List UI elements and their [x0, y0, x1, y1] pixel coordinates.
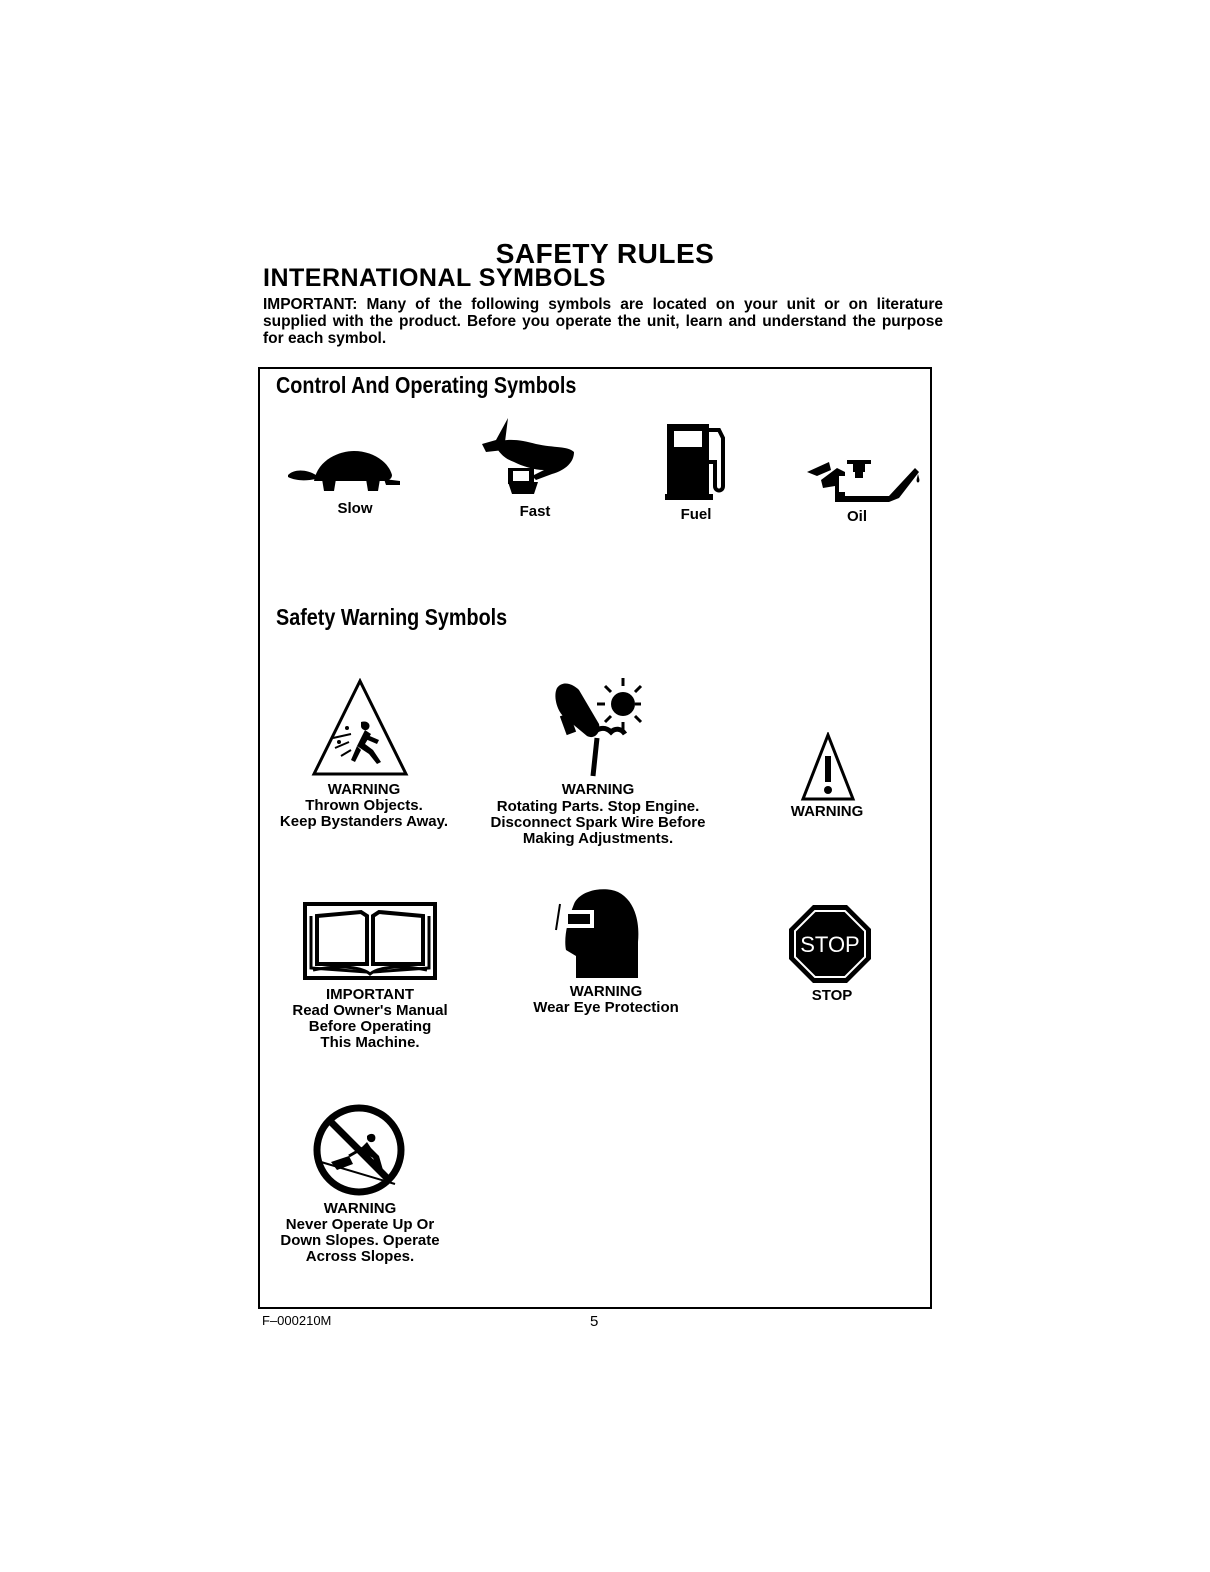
page-title: SAFETY RULES	[495, 238, 715, 269]
oil-can-icon	[805, 458, 923, 506]
rabbit-icon	[478, 418, 578, 498]
warning-section-title: Safety Warning Symbols	[276, 604, 508, 630]
no-slopes-icon	[309, 1104, 409, 1196]
rotating-parts-line: Making Adjustments.	[522, 830, 674, 847]
fuel-label: Fuel	[680, 506, 712, 523]
document-code: F–000210M	[262, 1313, 332, 1328]
fuel-pump-icon	[665, 422, 727, 500]
rotating-parts-icon	[553, 676, 645, 780]
control-section-title: Control And Operating Symbols	[276, 372, 577, 398]
rotating-parts-line: Rotating Parts. Stop Engine.	[496, 798, 700, 815]
turtle-icon	[288, 445, 403, 497]
eye-protection-icon	[554, 886, 642, 980]
thrown-objects-icon	[311, 678, 409, 778]
manual-line: This Machine.	[320, 1034, 420, 1051]
no-slopes-line: Across Slopes.	[305, 1248, 415, 1265]
eye-protection-heading: WARNING	[569, 983, 643, 1000]
rotating-parts-heading: WARNING	[561, 781, 635, 798]
manual-line: Read Owner's Manual	[292, 1002, 448, 1019]
page-number: 5	[590, 1313, 599, 1330]
stop-heading: STOP	[811, 987, 853, 1004]
warning-triangle-heading: WARNING	[790, 803, 864, 820]
manual-line: Before Operating	[308, 1018, 432, 1035]
thrown-objects-line: Thrown Objects.	[305, 797, 423, 814]
thrown-objects-heading: WARNING	[327, 781, 401, 798]
manual-heading: IMPORTANT	[325, 986, 415, 1003]
no-slopes-line: Down Slopes. Operate	[280, 1232, 440, 1249]
oil-label: Oil	[846, 508, 867, 525]
stop-sign-text: STOP	[800, 932, 860, 957]
thrown-objects-line: Keep Bystanders Away.	[279, 813, 449, 830]
warning-triangle-icon	[800, 732, 856, 802]
intro-paragraph: IMPORTANT: Many of the following symbols are located on your unit or on literature supplied with the product. Before you operate the unit, learn and understand the purpose for each symbol.	[263, 296, 943, 347]
rotating-parts-line: Disconnect Spark Wire Before	[490, 814, 706, 831]
stop-sign-icon	[787, 903, 873, 985]
eye-protection-line: Wear Eye Protection	[533, 999, 679, 1016]
page-subtitle: INTERNATIONAL SYMBOLS	[263, 264, 606, 292]
no-slopes-line: Never Operate Up Or	[285, 1216, 435, 1233]
no-slopes-heading: WARNING	[323, 1200, 397, 1217]
slow-label: Slow	[337, 500, 373, 517]
manual-book-icon	[303, 902, 437, 980]
fast-label: Fast	[519, 503, 551, 520]
